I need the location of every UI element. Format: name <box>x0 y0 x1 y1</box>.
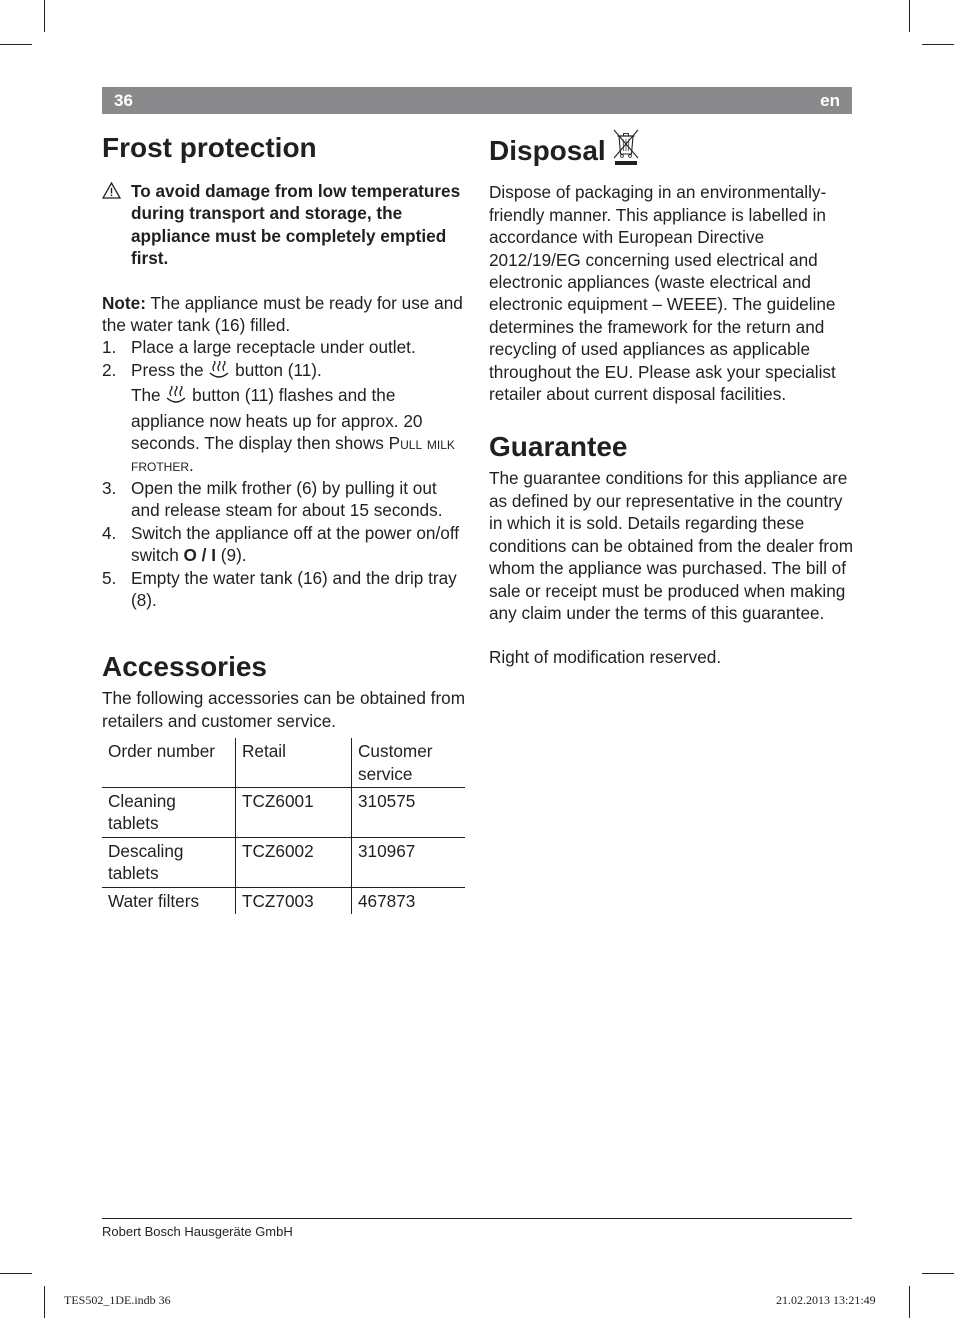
table-cell: TCZ7003 <box>236 887 352 914</box>
right-column <box>489 128 854 669</box>
frost-protection-title: Frost protection <box>102 132 317 163</box>
list-item <box>102 522 467 567</box>
table-cell: 310575 <box>352 787 466 837</box>
table-cell: Descaling tablets <box>102 837 236 887</box>
list-item <box>102 359 467 477</box>
step-text: Place a large receptacle under outlet. <box>131 337 416 358</box>
warning-triangle-icon <box>102 182 121 204</box>
table-row <box>102 887 465 914</box>
step-text: Open the milk frother (6) by pulling it out and release steam for about 15 seconds. <box>131 477 443 521</box>
list-item <box>102 336 467 358</box>
step-text: Empty the water tank (16) and the drip tray (8). <box>131 567 457 610</box>
table-header-row <box>102 738 465 787</box>
step-text: Switch the appliance off at the power on/off switch <box>131 522 460 566</box>
column-header: Customer service <box>352 738 466 787</box>
table-cell: TCZ6002 <box>236 837 352 887</box>
crop-mark <box>0 44 32 45</box>
guarantee-title: Guarantee <box>489 431 628 463</box>
guarantee-section <box>489 427 854 668</box>
disposal-heading <box>489 128 854 171</box>
crop-mark <box>909 1286 910 1318</box>
language-code: en <box>820 91 840 110</box>
crossed-out-bin-icon <box>612 128 640 171</box>
accessories-title: Accessories <box>102 651 268 683</box>
accessories-intro: The following accessories can be obtained from retailers and customer service. <box>102 688 466 731</box>
column-header: Order number <box>102 738 236 787</box>
table-cell: 467873 <box>352 887 466 914</box>
page-number: 36 <box>114 91 133 110</box>
step-number: 2. <box>102 359 117 380</box>
note-paragraph <box>102 292 467 337</box>
disposal-text: Dispose of packaging in an environmentally-friendly manner. This appliance is labelled in accordance with European Directive 2012/19/EG concerning used electrical and electronic appliances (waste electrical and electronic equipment – WEEE). The guideline determines the framework for the return and recycling of used appliances as applicable throughout the EU. Please ask your specialist retailer about current disposal facilities. <box>489 182 836 405</box>
list-item <box>102 567 467 612</box>
table-row <box>102 787 465 837</box>
guarantee-text: The guarantee conditions for this appliance are as defined by our representative in the country in which it is sold. Details regarding these conditions can be obtained from the dealer from whom the appliance was purchased. The bill of sale or receipt must be produced when making any claim under the terms of this guarantee. <box>489 468 854 623</box>
print-slug-date: 21.02.2013 13:21:49 <box>776 1293 876 1307</box>
table-row <box>102 837 465 887</box>
modification-notice: Right of modification reserved. <box>489 647 722 668</box>
step-text: button (11) flashes and the appliance now heats up for approx. 20 seconds. The display then shows <box>131 385 423 454</box>
table-cell: 310967 <box>352 837 466 887</box>
step-text: Press the <box>131 359 209 380</box>
step-number: 3. <box>102 477 117 498</box>
table-cell: Water filters <box>108 890 200 911</box>
power-switch-symbol: O / I <box>183 545 217 566</box>
frost-protection-section <box>102 128 467 611</box>
step-number: 5. <box>102 567 117 588</box>
display-message: Pull milk frother <box>131 433 455 476</box>
step-text: . <box>189 455 194 476</box>
column-header: Retail <box>236 738 352 787</box>
crop-mark <box>0 1273 32 1274</box>
crop-mark <box>909 0 910 32</box>
step-text: The <box>131 385 166 406</box>
warning-text: To avoid damage from low temperatures during transport and storage, the appliance must be completely emptied first. <box>131 181 461 269</box>
crop-mark <box>44 1286 45 1318</box>
disposal-title: Disposal <box>489 135 606 167</box>
disposal-section <box>489 128 854 405</box>
crop-mark <box>44 0 45 32</box>
step-number: 1. <box>102 337 117 358</box>
accessories-section <box>102 647 467 914</box>
footer-divider <box>102 1218 852 1219</box>
warning-block <box>102 180 467 270</box>
list-item <box>102 477 467 522</box>
step-number: 4. <box>102 522 117 543</box>
step-text: button (11). <box>230 359 322 380</box>
crop-mark <box>922 44 954 45</box>
table-cell: TCZ6001 <box>236 787 352 837</box>
left-column <box>102 128 467 914</box>
steam-icon <box>165 386 187 409</box>
accessories-table <box>102 738 465 914</box>
print-slug-file: TES502_1DE.indb 36 <box>64 1293 171 1307</box>
note-text: The appliance must be ready for use and the water tank (16) filled. <box>102 292 463 336</box>
page-header <box>102 87 852 114</box>
step-text: (9). <box>216 545 247 566</box>
steam-icon <box>208 361 230 384</box>
crop-mark <box>922 1273 954 1274</box>
footer-company: Robert Bosch Hausgeräte GmbH <box>102 1224 293 1239</box>
table-cell: Cleaning tablets <box>102 787 236 837</box>
steps-list <box>102 336 467 611</box>
note-label: Note: <box>102 292 146 313</box>
